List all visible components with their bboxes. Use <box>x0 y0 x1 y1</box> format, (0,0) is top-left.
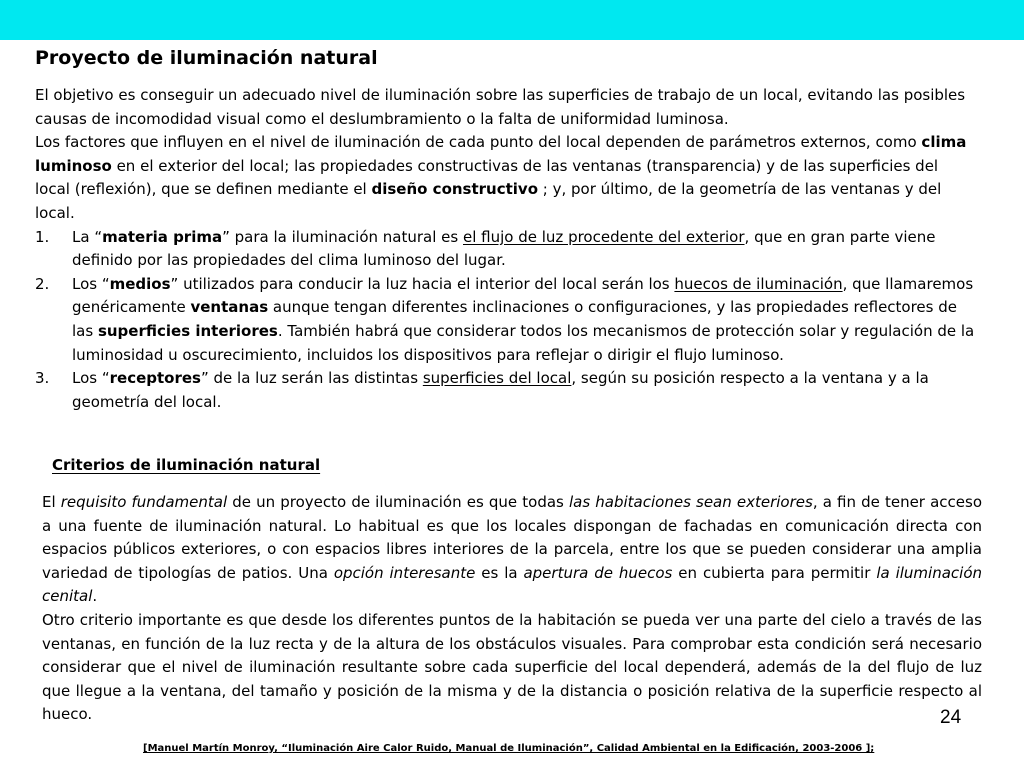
page-number: 24 <box>940 707 962 728</box>
criteria-paragraph-requirement: El requisito fundamental de un proyecto de iluminación es que todas las habitaciones sean exteriores, a fin de tener acceso a una fuente de iluminación natural. Lo habitual es que los locales dispongan de fachadas en comunicación directa con espacios públicos exteriores, o con espacios libres interiores de la parcela, entre los que se pueden considerar una amplia variedad de tipologías de patios. Una opción interesante es la apertura de huecos en cubierta para permitir la iluminación cenital. <box>42 493 983 606</box>
intro-paragraph-objective: El objetivo es conseguir un adecuado nivel de iluminación sobre las superficies de trabajo de un local, evitando las posibles causas de incomodidad visual como el deslumbramiento o la falta de uniformidad luminosa. <box>35 86 966 128</box>
list-item: 3. Los “receptores” de la luz serán las distintas superficies del local, según su posición respecto a la ventana y a la geometría del local. <box>35 369 929 411</box>
section-heading-criteria: Criterios de iluminación natural <box>52 456 321 474</box>
top-accent-bar <box>0 0 1024 40</box>
list-item-number: 3. <box>35 369 50 388</box>
page-title: Proyecto de iluminación natural <box>35 47 378 69</box>
list-item: 1. La “materia prima” para la iluminación natural es el flujo de luz procedente del exterior, que en gran parte viene definido por las propiedades del clima luminoso del lugar. <box>35 227 936 270</box>
intro-paragraph-factors: Los factores que influyen en el nivel de iluminación de cada punto del local dependen de parámetros externos, como clima luminoso en el exterior del local; las propiedades constructivas de las ventanas (transparencia) y de las superficies del local (reflexión), que se definen mediante el diseño constructivo ; y, por último, de la geometría de las ventanas y del local. <box>35 133 967 222</box>
list-item: 2. Los “medios” utilizados para conducir la luz hacia el interior del local serán los huecos de iluminación, que llamaremos genéricamente ventanas aunque tengan diferentes inclinaciones o configuraciones, y las propiedades reflectores de las superficies interiores. También habrá que considerar todos los mecanismos de protección solar y regulación de la luminosidad u oscurecimiento, incluidos los dispositivos para reflejar o dirigir el flujo luminoso. <box>35 274 975 364</box>
list-item-number: 2. <box>35 274 50 293</box>
criteria-paragraph-sky-view: Otro criterio importante es que desde los diferentes puntos de la habitación se pueda ver una parte del cielo a través de las ventanas, en función de la luz recta y de la altura de los obstáculos visuales. Para comprobar esta condición será necesario considerar que el nivel de iluminación resultante sobre cada superficie del local dependerá, además de la del flujo de luz que llegue a la ventana, del tamaño y posición de la misma y de la distancia o posición relativa de la superficie respecto al hueco. <box>42 610 982 724</box>
criteria-section <box>42 491 982 727</box>
intro-section <box>35 84 975 414</box>
source-citation: [Manuel Martín Monroy, “Iluminación Aire Calor Ruido, Manual de Iluminación”, Calidad Ambiental en la Edificación, 2003-2006 ]; <box>143 743 875 754</box>
factors-list <box>35 226 975 415</box>
list-item-number: 1. <box>35 227 50 246</box>
